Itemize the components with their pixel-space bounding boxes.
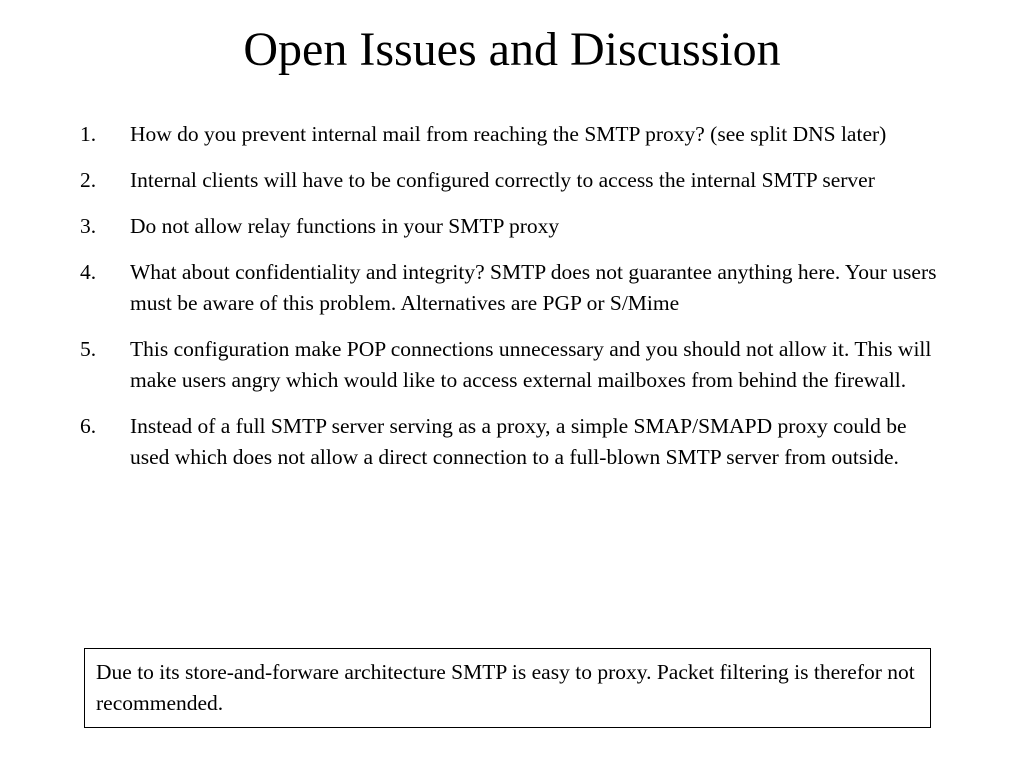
note-box: Due to its store-and-forware architecture SMTP is easy to proxy. Packet filtering is therefor not recommended. <box>84 648 931 728</box>
list-item <box>80 257 940 319</box>
list-item-number: 2. <box>80 168 97 192</box>
list-item-number: 3. <box>80 214 97 238</box>
list-item <box>80 411 940 473</box>
list-item-text: Instead of a full SMTP server serving as a proxy, a simple SMAP/SMAPD proxy could be used which does not allow a direct connection to a full-blown SMTP server from outside. <box>130 414 907 469</box>
slide-title: Open Issues and Discussion <box>243 23 781 76</box>
list-item-number: 6. <box>80 414 97 438</box>
list-item-text: Do not allow relay functions in your SMTP proxy <box>130 214 560 238</box>
list-item-text: Internal clients will have to be configured correctly to access the internal SMTP server <box>130 168 875 192</box>
list-item-text: This configuration make POP connections unnecessary and you should not allow it. This will make users angry which would like to access external mailboxes from behind the firewall. <box>130 337 932 392</box>
list-item <box>80 119 940 150</box>
list-item-number: 5. <box>80 337 97 361</box>
list-item-text: What about confidentiality and integrity? SMTP does not guarantee anything here. Your users must be aware of this problem. Alternatives are PGP or S/Mime <box>130 260 937 315</box>
issues-list <box>80 119 940 488</box>
list-item-text: How do you prevent internal mail from reaching the SMTP proxy? (see split DNS later) <box>130 122 887 146</box>
list-item <box>80 165 940 196</box>
list-item-number: 4. <box>80 260 97 284</box>
list-item <box>80 211 940 242</box>
list-item <box>80 334 940 396</box>
list-item-number: 1. <box>80 122 97 146</box>
